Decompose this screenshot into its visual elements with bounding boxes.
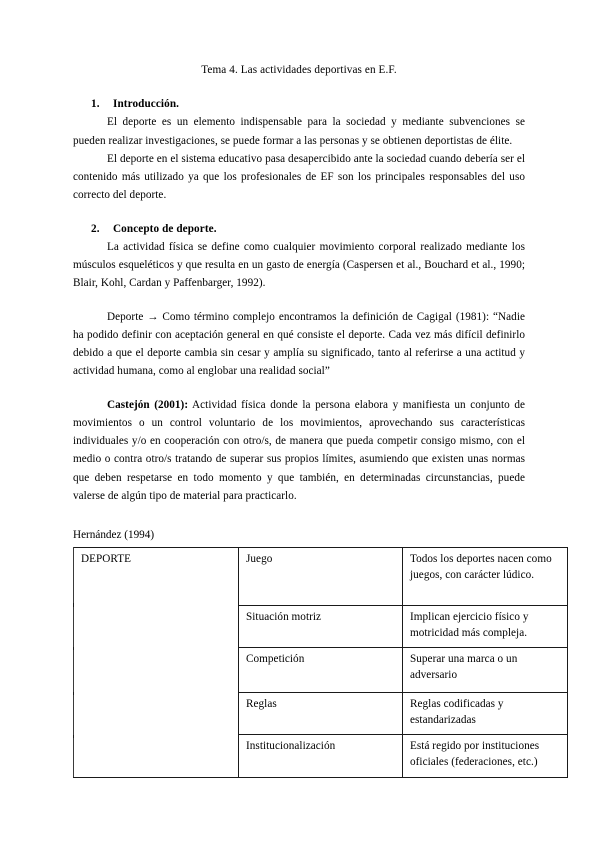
table-left-border-segment-1 (73, 547, 74, 603)
section-1-paragraph-1: El deporte es un elemento indispensable para la sociedad y mediante subvenciones se pueden realizar investigaciones, se puede formar a las personas y se obtienen deportistas de élite. (73, 116, 525, 147)
castejon-citation-text: Actividad física donde la persona elabora y manifiesta un conjunto de movimientos o un control voluntario de los movimientos, aprovechando sus características individuales y/o en cooperación con otro/s, de manera que pueda competir consigo mismo, con el medio o contra otro/s tratando de superar sus propios límites, asumiendo que existen unas normas que deben respetarse en todo momento y que también, en determinadas circunstancias, puede valerse de algún tipo de material para practicarlo. (73, 398, 525, 502)
table-cell-description-2: Implican ejercicio físico y motricidad más compleja. (403, 606, 568, 648)
castejon-citation-label: Castejón (2001): (107, 398, 189, 411)
table-cell-description-4: Reglas codificadas y estandarizadas (403, 693, 568, 735)
table-caption: Hernández (1994) (73, 529, 155, 542)
table-cell-concept-3: Competición (239, 648, 403, 693)
table-cell-deporte-label: DEPORTE (74, 548, 239, 778)
deporte-table (73, 547, 568, 778)
section-heading-2 (73, 221, 525, 237)
table-cell-description-3: Superar una marca o un adversario (403, 648, 568, 693)
page-title: Tema 4. Las actividades deportivas en E.F. (201, 64, 397, 76)
section-number-1: 1. (91, 98, 100, 111)
section-title-1: Introducción. (113, 98, 180, 111)
table-left-border-segment-5 (73, 738, 74, 777)
table-cell-concept-2: Situación motriz (239, 606, 403, 648)
section-number-2: 2. (91, 222, 100, 235)
table-cell-concept-1: Juego (239, 548, 403, 606)
table-left-border-segment-3 (73, 650, 74, 692)
table-cell-concept-4: Reglas (239, 693, 403, 735)
table-cell-concept-5: Institucionalización (239, 735, 403, 778)
section-2-paragraph-1: La actividad física se define como cualquier movimiento corporal realizado mediante los músculos esqueléticos y que resulta en un gasto de energía (Caspersen et al., Bouchard et al., 1990; Blair, Kohl, Cardan y Paffenbarger, 1992). (73, 240, 525, 290)
deporte-table-wrapper (73, 547, 552, 778)
table-cell-description-5: Está regido por instituciones oficiales (federaciones, etc.) (403, 735, 568, 778)
document-content (73, 62, 552, 778)
section-2-paragraph-cagigal: Deporte → Como término complejo encontramos la definición de Cagigal (1981): “Nadie ha podido definir con aceptación general en qué consiste el deporte. Cada vez más difícil definirlo debido a que el deporte cambia sin cesar y amplía su significado, tanto al referirse a una actitud y actividad humana, como al englobar una realidad social” (73, 310, 525, 378)
section-heading-1 (73, 96, 525, 112)
section-title-2: Concepto de deporte. (113, 222, 217, 235)
section-1-paragraph-2: El deporte en el sistema educativo pasa desapercibido ante la sociedad cuando debería ser el contenido más utilizado ya que los profesionales de EF son los principales responsables del uso correcto del deporte. (73, 152, 525, 202)
table-left-border-segment-2 (73, 607, 74, 647)
table-left-border-segment-4 (73, 695, 74, 735)
table-row (74, 548, 568, 606)
section-2-paragraph-castejon (73, 396, 525, 506)
table-cell-description-1: Todos los deportes nacen como juegos, con carácter lúdico. (403, 548, 568, 606)
